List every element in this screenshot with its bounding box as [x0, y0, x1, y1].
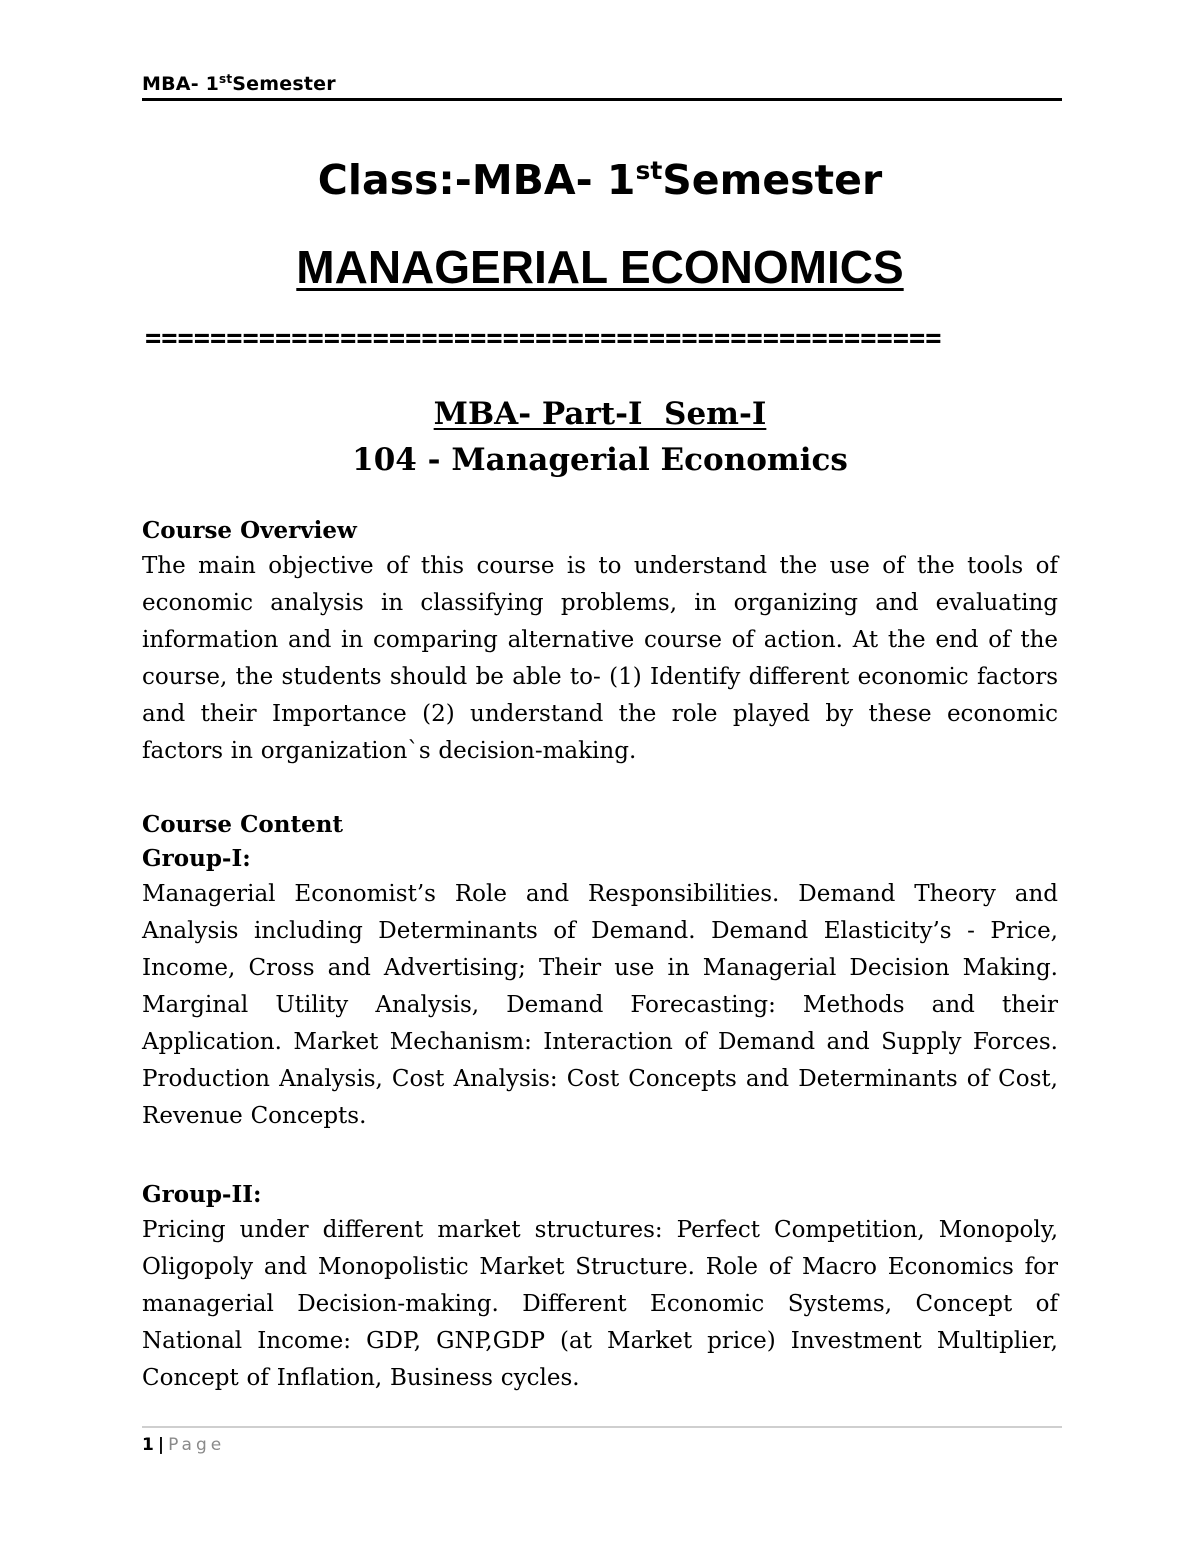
running-header-text: [142, 72, 1062, 96]
group-2-section: [142, 1178, 1058, 1397]
separator-line: =================================================: [145, 324, 942, 354]
course-content-section: [142, 808, 1058, 1135]
part-semester-heading: MBA- Part-I Sem-I: [433, 396, 767, 432]
group-1-heading: Group-I:: [142, 845, 251, 872]
group-1-text: Managerial Economist’s Role and Responsibilities. Demand Theory and Analysis including Determinants of Demand. Demand Elasticity’s - Price, Income, Cross and Advertising; Their use in Managerial Decision Making. Marginal Utility Analysis, Demand Forecasting: Methods and their Application. Market Mechanism: Interaction of Demand and Supply Forces. Production Analysis, Cost Analysis: Cost Concepts and Determinants of Cost, Revenue Concepts.: [142, 881, 1058, 1129]
class-title-sup: st: [635, 156, 663, 185]
running-header-sup: st: [219, 72, 233, 86]
course-overview-text: The main objective of this course is to understand the use of the tools of economic analysis in classifying problems, in organizing and evaluating information and in comparing alternative course of action. At the end of the course, the students should be able to- (1) Identify different economic factors and their Importance (2) understand the role played by these economic factors in organization`s decision-making.: [142, 553, 1058, 764]
group-2-heading: Group-II:: [142, 1181, 262, 1208]
class-title-rest: Semester: [662, 156, 883, 204]
running-header-main: MBA- 1: [142, 73, 220, 95]
page-footer: [142, 1432, 225, 1458]
group-2-text: Pricing under different market structures: Perfect Competition, Monopoly, Oligopoly and Monopolistic Market Structure. Role of Macro Economics for managerial Decision-making. Different Economic Systems, Concept of National Income: GDP, GNP,GDP (at Market price) Investment Multiplier, Concept of Inflation, Business cycles.: [142, 1217, 1058, 1391]
footer-rule: [142, 1426, 1062, 1428]
footer-separator: |: [157, 1435, 165, 1455]
page-label: Page: [168, 1435, 226, 1455]
class-title: [0, 153, 1200, 207]
class-title-main: Class:-MBA- 1: [317, 156, 636, 204]
course-code-title: 104 - Managerial Economics: [352, 442, 848, 478]
course-content-heading: Course Content: [142, 811, 344, 838]
running-header-rest: Semester: [232, 73, 336, 95]
header-rule: [142, 98, 1062, 101]
subject-title: MANAGERIAL ECONOMICS: [296, 241, 904, 293]
course-overview-heading: Course Overview: [142, 517, 357, 544]
running-header: [142, 72, 1062, 96]
page-number: 1: [142, 1435, 154, 1455]
course-overview-section: [142, 514, 1058, 770]
